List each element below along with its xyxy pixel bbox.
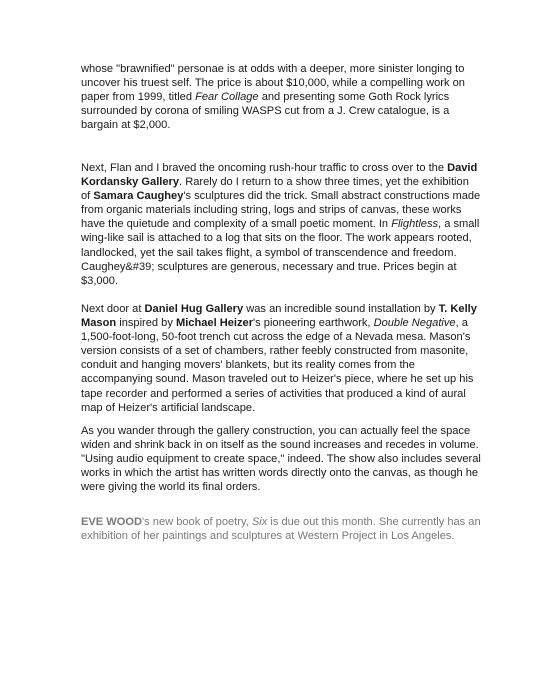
p3-text-4: 's pioneering earthwork, — [253, 317, 374, 330]
gallery-name-hug: Daniel Hug Gallery — [144, 303, 244, 315]
p3-text-1: Next door at — [81, 303, 145, 315]
p3-text-2: was an incredible sound installation by — [243, 303, 439, 315]
p3-text-3: inspired by — [116, 317, 176, 330]
artist-name-mason: T. Kelly Mason — [81, 303, 477, 330]
author-name: EVE WOOD — [81, 516, 143, 528]
artwork-title-flightless: Flightless — [391, 218, 439, 231]
gallery-name-kordansky: David Kordansky Gallery — [81, 162, 478, 189]
p2-text-4: , a small wing-like sail is attached to a log that sits on the floor. The work appears rooted, landlocked, yet the sail takes flight, a symbol of transcendence and freedom. Caughey&#39; sculptures are generous, necessary and true. Prices begin at $3,000. — [81, 218, 480, 287]
paragraph-gallery-construction — [81, 424, 481, 494]
bio-text-1: 's new book of poetry, — [142, 516, 252, 528]
artwork-title-double-negative: Double Negative — [373, 317, 456, 330]
paragraph-kordansky-gallery — [81, 161, 481, 288]
p2-text-2: . Rarely do I return to a show three times, yet the exhibition of — [81, 176, 469, 203]
author-bio — [81, 515, 481, 543]
p4-text-1: As you wander through the gallery construction, you can actually feel the space widen and shrink back in on itself as the sound increases and recedes in volume. "Using audio equipment to create space," indeed. The show also includes several works in which the artist has written words directly onto the canvas, as though he were giving the world its final orders. — [81, 425, 481, 494]
paragraph-price-fear-collage — [81, 62, 481, 132]
p2-text-3: 's sculptures did the trick. Small abstract constructions made from organic materials including string, logs and strips of canvas, these works have the quietude and complexity of a small poetic moment. In — [81, 190, 481, 231]
paragraph-hug-gallery — [81, 302, 481, 415]
book-title-six: Six — [251, 516, 268, 528]
p3-text-5: , a 1,500-foot-long, 50-foot trench cut across the edge of a Nevada mesa. Mason's version consists of a set of chambers, rather feebly constructed from masonite, conduit and hanging movers' blankets, but its reality comes from the accompanying sound. Mason traveled out to Heizer's piece, where he set up his tape recorder and performed a series of activities that produced a kind of aural map of Heizer's artificial landscape. — [81, 317, 474, 414]
artist-name-caughey: Samara Caughey — [93, 190, 184, 203]
artwork-title-fear-collage: Fear Collage — [195, 91, 259, 104]
artist-name-heizer: Michael Heizer — [175, 317, 254, 330]
p2-text-1: Next, Flan and I braved the oncoming rush-hour traffic to cross over to the — [81, 162, 448, 174]
p1-text-1: whose "brawnified" personae is at odds with a deeper, more sinister longing to uncover his truest self. The price is about $10,000, while a compelling work on paper from 1999, titled — [81, 63, 465, 104]
p1-text-2: and presenting some Goth Rock lyrics surrounded by corona of smiling WASPS cut from a J. Crew catalogue, is a bargain at $2,000. — [81, 91, 450, 132]
bio-text-2: is due out this month. She currently has an exhibition of her paintings and sculptures at Western Project in Los Angeles. — [81, 516, 481, 543]
